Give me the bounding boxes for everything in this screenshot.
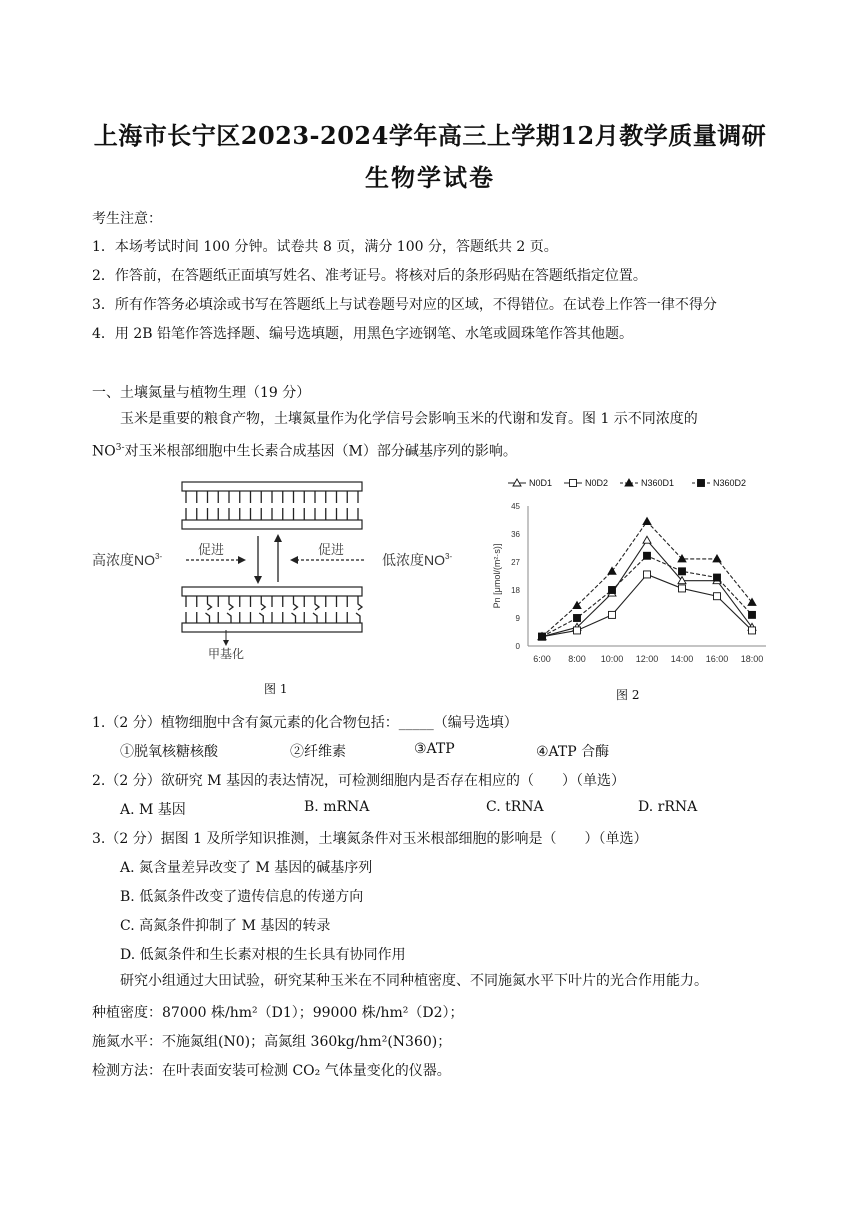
x-tick-label: 10:00 bbox=[600, 654, 624, 664]
methylated-base bbox=[294, 596, 298, 610]
q2-option-d[interactable]: D. rRNA bbox=[638, 799, 698, 815]
q1-option-1[interactable]: ①脱氧核糖核酸 bbox=[120, 744, 218, 760]
q1-option-3[interactable]: ③ATP bbox=[414, 741, 455, 757]
arrow-right-promote-head bbox=[290, 556, 298, 564]
q3-option-d[interactable]: D. 低氮条件和生长素对根的生长具有协同作用 bbox=[120, 947, 406, 963]
low-no3-label: 低浓度$NO^{3-}$ bbox=[382, 552, 453, 568]
page-subtitle: 生物学试卷 bbox=[365, 163, 495, 192]
y-tick-label: 45 bbox=[511, 502, 520, 511]
methylated-base bbox=[315, 596, 319, 610]
dna-backbone bbox=[182, 520, 362, 529]
notice-item: 1．本场考试时间 100 分钟。试卷共 8 页，满分 100 分，答题纸共 2 页。 bbox=[92, 239, 558, 255]
x-tick-label: 18:00 bbox=[740, 654, 764, 664]
x-tick-label: 14:00 bbox=[670, 654, 694, 664]
figure2-chart bbox=[470, 472, 780, 672]
data-point-N360D2 bbox=[749, 611, 756, 618]
data-point-N0D1 bbox=[643, 536, 651, 543]
legend-label-N360D1: N360D1 bbox=[641, 478, 675, 488]
methyl-arrow-head bbox=[223, 640, 229, 646]
methylation-label: 甲基化 bbox=[208, 647, 245, 661]
legend-label-N0D2: N0D2 bbox=[585, 478, 609, 488]
legend-label-N0D1: N0D1 bbox=[529, 478, 553, 488]
y-tick-label: 9 bbox=[515, 614, 520, 623]
q1-option-2[interactable]: ②纤维素 bbox=[290, 744, 346, 760]
data-point-N0D2 bbox=[714, 593, 721, 600]
high-no3-label: 高浓度$NO^{3-}$ bbox=[92, 552, 163, 568]
methylated-base bbox=[227, 613, 231, 623]
q3-option-b[interactable]: B. 低氮条件改变了遗传信息的传递方向 bbox=[120, 889, 364, 905]
data-point-N360D1 bbox=[608, 567, 616, 574]
dna-backbone bbox=[182, 587, 362, 596]
y-tick-label: 36 bbox=[511, 530, 520, 539]
intro-line-1: 玉米是重要的粮食产物，土壤氮量作为化学信号会影响玉米的代谢和发育。图 1 示不同浓度的 bbox=[120, 411, 698, 427]
no3-charge: 3- bbox=[115, 443, 125, 453]
y-axis-label: Pn [μmol/(m²·s)] bbox=[492, 543, 502, 609]
promote-label-right: 促进 bbox=[318, 542, 345, 557]
methylated-base bbox=[206, 613, 210, 623]
methylated-base bbox=[356, 613, 360, 623]
q3-option-c[interactable]: C. 高氮条件抑制了 M 基因的转录 bbox=[120, 918, 331, 934]
x-tick-label: 8:00 bbox=[568, 654, 586, 664]
q2-option-a[interactable]: A. M 基因 bbox=[120, 802, 186, 818]
question-2: 2.（2 分）欲研究 M 基因的表达情况，可检测细胞内是否存在相应的（ ）（单选） bbox=[92, 773, 625, 789]
methylated-base bbox=[229, 596, 233, 610]
data-point-N0D2 bbox=[574, 627, 581, 634]
methylated-base bbox=[259, 613, 263, 623]
arrow-up-head bbox=[274, 534, 282, 542]
methylated-base bbox=[208, 596, 212, 610]
intro-line-2-text: 对玉米根部细胞中生长素合成基因（M）部分碱基序列的影响。 bbox=[124, 443, 517, 460]
detection-method: 检测方法：在叶表面安装可检测 CO₂ 气体量变化的仪器。 bbox=[92, 1063, 451, 1079]
dna-strand-top bbox=[182, 482, 362, 529]
data-point-N0D2 bbox=[679, 585, 686, 592]
notice-heading: 考生注意： bbox=[92, 211, 162, 227]
figure1-caption: 图 1 bbox=[264, 682, 288, 696]
study-intro: 研究小组通过大田试验，研究某种玉米在不同种植密度、不同施氮水平下叶片的光合作用能力。 bbox=[120, 973, 708, 989]
dna-strand-bottom bbox=[182, 587, 362, 632]
y-tick-label: 27 bbox=[511, 558, 520, 567]
section-title: 一、土壤氮量与植物生理（19 分） bbox=[92, 385, 311, 401]
legend-marker-N0D2 bbox=[570, 480, 577, 487]
figure1-diagram bbox=[90, 470, 460, 670]
question-3: 3.（2 分）据图 1 及所学知识推测，土壤氮条件对玉米根部细胞的影响是（ ）（单选） bbox=[92, 831, 648, 847]
notice-item: 4．用 2B 铅笔作答选择题、编号选填题，用黑色字迹钢笔、水笔或圆珠笔作答其他题。 bbox=[92, 326, 634, 342]
x-tick-label: 12:00 bbox=[635, 654, 659, 664]
methylated-base bbox=[313, 613, 317, 623]
data-point-N360D1 bbox=[643, 518, 651, 525]
y-tick-label: 0 bbox=[515, 642, 520, 651]
data-point-N0D2 bbox=[749, 627, 756, 634]
q2-option-c[interactable]: C. tRNA bbox=[486, 799, 544, 815]
question-1: 1.（2 分）植物细胞中含有氮元素的化合物包括：_____（编号选填） bbox=[92, 715, 518, 731]
data-point-N360D2 bbox=[609, 587, 616, 594]
x-tick-label: 16:00 bbox=[705, 654, 729, 664]
data-point-N360D2 bbox=[539, 633, 546, 640]
legend-marker-N360D2 bbox=[698, 480, 705, 487]
planting-density: 种植密度：87000 株/hm²（D1）；99000 株/hm²（D2）； bbox=[92, 1005, 464, 1021]
page-title: 上海市长宁区2023-2024学年高三上学期12月教学质量调研 bbox=[93, 121, 767, 150]
data-point-N360D2 bbox=[644, 552, 651, 559]
q3-option-a[interactable]: A. 氮含量差异改变了 M 基因的碱基序列 bbox=[120, 860, 373, 876]
arrow-down-head bbox=[254, 576, 262, 584]
q2-option-b[interactable]: B. mRNA bbox=[304, 799, 370, 815]
dna-backbone bbox=[182, 623, 362, 632]
data-point-N360D2 bbox=[679, 568, 686, 575]
methylated-base bbox=[358, 596, 362, 610]
promote-label-left: 促进 bbox=[198, 542, 225, 557]
x-tick-label: 6:00 bbox=[533, 654, 551, 664]
data-point-N360D2 bbox=[714, 574, 721, 581]
notice-item: 2．作答前，在答题纸正面填写姓名、准考证号。将核对后的条形码贴在答题纸指定位置。 bbox=[92, 268, 647, 284]
methylated-base bbox=[292, 613, 296, 623]
intro-line-2 bbox=[92, 434, 782, 466]
data-point-N0D2 bbox=[644, 571, 651, 578]
figure2-caption: 图 2 bbox=[616, 688, 640, 702]
methylated-base bbox=[261, 596, 265, 610]
y-tick-label: 18 bbox=[511, 586, 520, 595]
nitrogen-level: 施氮水平：不施氮组(N0)；高氮组 360kg/hm²(N360)； bbox=[92, 1034, 452, 1050]
data-point-N0D2 bbox=[609, 611, 616, 618]
notice-item: 3．所有作答务必填涂或书写在答题纸上与试卷题号对应的区域，不得错位。在试卷上作答一律不得分 bbox=[92, 297, 717, 313]
arrow-left-promote-head bbox=[238, 556, 246, 564]
data-point-N360D2 bbox=[574, 615, 581, 622]
dna-backbone bbox=[182, 482, 362, 491]
q1-option-4[interactable]: ④ATP 合酶 bbox=[536, 744, 610, 760]
no3-formula: NO bbox=[92, 443, 116, 460]
legend-label-N360D2: N360D2 bbox=[713, 478, 747, 488]
